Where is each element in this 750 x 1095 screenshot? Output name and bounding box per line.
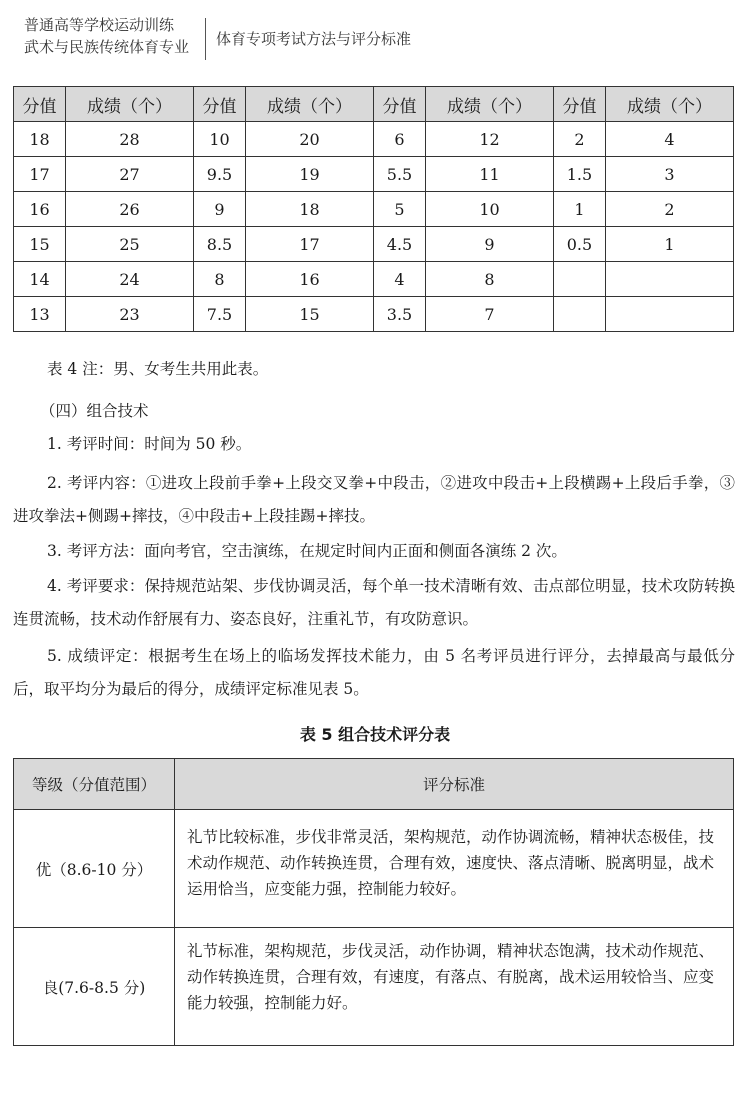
score-cell: 16 xyxy=(14,192,66,227)
table-row xyxy=(14,297,734,332)
score-cell: 0.5 xyxy=(553,227,605,262)
result-cell: 19 xyxy=(246,157,374,192)
result-cell: 3 xyxy=(606,157,734,192)
score-cell: 18 xyxy=(14,122,66,157)
header-result-4: 成绩（个） xyxy=(606,87,734,122)
score-cell: 13 xyxy=(14,297,66,332)
header-score-3: 分值 xyxy=(373,87,425,122)
result-cell: 20 xyxy=(246,122,374,157)
header-divider xyxy=(205,18,206,60)
grade-criteria: 礼节比较标准，步伐非常灵活，架构规范，动作协调流畅，精神状态极佳，技术动作规范、动作转换连贯，合理有效，速度快、落点清晰、脱离明显，战术运用恰当，应变能力强，控制能力较好。 xyxy=(175,810,734,928)
score-cell: 17 xyxy=(14,157,66,192)
header-line-2: 武术与民族传统体育专业 xyxy=(24,38,190,56)
score-cell: 4.5 xyxy=(373,227,425,262)
header-result-2: 成绩（个） xyxy=(246,87,374,122)
grade-row-good xyxy=(14,928,734,1046)
score-cell: 15 xyxy=(14,227,66,262)
score-table-header-row xyxy=(14,87,734,122)
score-cell: 9 xyxy=(193,192,245,227)
result-cell: 24 xyxy=(66,262,194,297)
header-level: 等级（分值范围） xyxy=(14,759,175,810)
grade-row-excellent xyxy=(14,810,734,928)
result-cell: 17 xyxy=(246,227,374,262)
header-criteria: 评分标准 xyxy=(175,759,734,810)
table-row xyxy=(14,227,734,262)
result-cell: 10 xyxy=(426,192,554,227)
result-cell: 7 xyxy=(426,297,554,332)
score-cell: 1 xyxy=(553,192,605,227)
score-cell: 14 xyxy=(14,262,66,297)
score-cell: 2 xyxy=(553,122,605,157)
result-cell: 26 xyxy=(66,192,194,227)
score-table xyxy=(13,86,734,332)
result-cell: 15 xyxy=(246,297,374,332)
result-cell xyxy=(606,262,734,297)
page-header xyxy=(24,14,724,60)
header-left xyxy=(24,14,189,58)
item-exam-content: 2. 考评内容：①进攻上段前手拳+上段交叉拳+中段击，②进攻中段击+上段横踢+上段后手拳，③进攻拳法+侧踢+摔技，④中段击+上段挂踢+摔技。 xyxy=(13,474,735,525)
result-cell: 28 xyxy=(66,122,194,157)
header-score-2: 分值 xyxy=(193,87,245,122)
header-line-1: 普通高等学校运动训练 xyxy=(24,16,175,34)
result-cell: 9 xyxy=(426,227,554,262)
table-row xyxy=(14,192,734,227)
score-cell: 8 xyxy=(193,262,245,297)
table-row xyxy=(14,122,734,157)
score-cell: 7.5 xyxy=(193,297,245,332)
score-cell: 3.5 xyxy=(373,297,425,332)
grade-table-header-row xyxy=(14,759,734,810)
grade-table xyxy=(13,758,734,1046)
header-title: 体育专项考试方法与评分标准 xyxy=(216,30,412,48)
score-cell: 1.5 xyxy=(553,157,605,192)
result-cell: 8 xyxy=(426,262,554,297)
score-cell: 8.5 xyxy=(193,227,245,262)
result-cell: 18 xyxy=(246,192,374,227)
result-cell: 27 xyxy=(66,157,194,192)
table5-title: 表 5 组合技术评分表 xyxy=(299,725,451,744)
score-cell: 4 xyxy=(373,262,425,297)
score-cell: 10 xyxy=(193,122,245,157)
table-row xyxy=(14,157,734,192)
result-cell: 23 xyxy=(66,297,194,332)
item-exam-requirements: 4. 考评要求：保持规范站架、步伐协调灵活，每个单一技术清晰有效、击点部位明显，技术攻防转换连贯流畅，技术动作舒展有力、姿态良好，注重礼节，有攻防意识。 xyxy=(13,577,735,628)
result-cell: 2 xyxy=(606,192,734,227)
result-cell: 25 xyxy=(66,227,194,262)
grade-level: 良(7.6-8.5 分) xyxy=(14,928,175,1046)
result-cell: 4 xyxy=(606,122,734,157)
score-cell: 9.5 xyxy=(193,157,245,192)
score-cell: 5.5 xyxy=(373,157,425,192)
result-cell: 12 xyxy=(426,122,554,157)
header-result-3: 成绩（个） xyxy=(426,87,554,122)
score-cell: 6 xyxy=(373,122,425,157)
item-exam-time: 1. 考评时间：时间为 50 秒。 xyxy=(47,435,252,453)
header-score-4: 分值 xyxy=(553,87,605,122)
grade-level: 优（8.6-10 分） xyxy=(14,810,175,928)
score-cell xyxy=(553,297,605,332)
table-row xyxy=(14,262,734,297)
score-cell: 5 xyxy=(373,192,425,227)
score-cell xyxy=(553,262,605,297)
table4-note: 表 4 注：男、女考生共用此表。 xyxy=(47,360,269,378)
item-exam-method: 3. 考评方法：面向考官，空击演练，在规定时间内正面和侧面各演练 2 次。 xyxy=(47,542,567,560)
result-cell: 1 xyxy=(606,227,734,262)
header-result-1: 成绩（个） xyxy=(66,87,194,122)
item-grading: 5. 成绩评定：根据考生在场上的临场发挥技术能力，由 5 名考评员进行评分，去掉最高与最低分后，取平均分为最后的得分，成绩评定标准见表 5。 xyxy=(13,647,735,698)
header-score-1: 分值 xyxy=(14,87,66,122)
grade-criteria: 礼节标准，架构规范，步伐灵活，动作协调，精神状态饱满，技术动作规范、动作转换连贯，合理有效，有速度，有落点、有脱离，战术运用较恰当、应变能力较强，控制能力好。 xyxy=(175,928,734,1046)
section-title: （四）组合技术 xyxy=(40,402,149,420)
result-cell: 16 xyxy=(246,262,374,297)
result-cell: 11 xyxy=(426,157,554,192)
result-cell xyxy=(606,297,734,332)
